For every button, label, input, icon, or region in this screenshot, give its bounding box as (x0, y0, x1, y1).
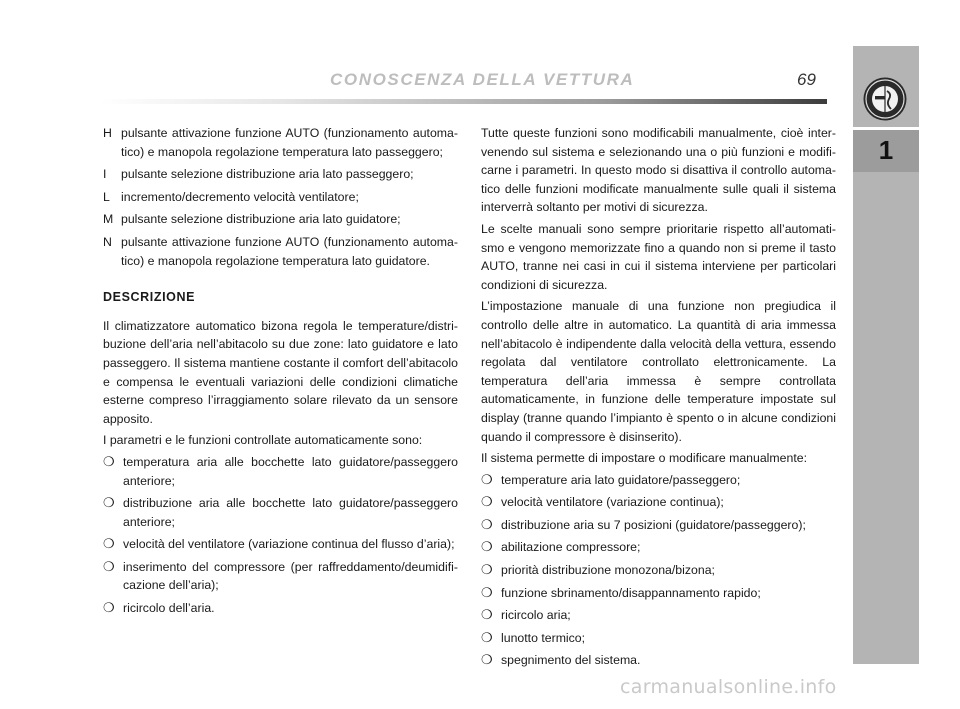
list-item (481, 629, 836, 648)
header-rule (100, 99, 827, 104)
list-item (103, 558, 458, 595)
list-item-text: ricircolo aria; (501, 608, 571, 623)
legend-list (103, 124, 458, 270)
section-heading: DESCRIZIONE (103, 290, 196, 305)
parameters-intro: I parametri e le funzioni controllate automaticamente sono: (103, 433, 423, 448)
list-item-text: lunotto termico; (501, 630, 586, 645)
list-item-text: spegnimento del sistema. (501, 653, 641, 668)
list-item-text: velocità del ventilatore (variazione continua del flusso d’aria); (123, 537, 455, 552)
list-item-text: abilitazione compressore; (501, 540, 641, 555)
list-item-text: distribuzione aria su 7 posizioni (guidatore/passeggero); (501, 517, 806, 532)
legend-text: pulsante selezione distribuzione aria lato guidatore; (121, 212, 401, 227)
list-item (103, 494, 458, 531)
description-paragraph: Il climatizzatore automatico bizona regola le temperature/distribuzione dell’aria nell’abitacolo su due zone: lato guidatore e lato passeggero. Il sistema mantiene costante il comfort dell’abitacolo e compensa le eventuali variazioni delle condizioni climatiche esterne compreso l’irraggiamento solare rilevato da un sensore apposito. (103, 318, 458, 426)
bullet-circle-icon: ❍ (481, 539, 493, 555)
bullet-circle-icon: ❍ (103, 558, 115, 574)
manual-settings-list (481, 471, 836, 670)
list-item (103, 599, 458, 618)
page-number: 69 (797, 70, 816, 89)
list-item (481, 561, 836, 580)
auto-functions-list (103, 453, 458, 618)
legend-item (103, 165, 458, 184)
legend-key: I (103, 167, 107, 182)
right-column (481, 124, 836, 676)
list-item (103, 453, 458, 490)
bullet-circle-icon: ❍ (481, 607, 493, 623)
legend-key: N (103, 234, 112, 249)
legend-item (103, 188, 458, 207)
list-item-text: temperature aria lato guidatore/passeggero; (501, 472, 741, 487)
left-column (103, 124, 458, 624)
list-item-text: temperatura aria alle bocchette lato guidatore/passeggero anteriore; (123, 454, 458, 488)
list-item (481, 584, 836, 603)
bullet-circle-icon: ❍ (481, 584, 493, 600)
legend-text: pulsante selezione distribuzione aria lato passeggero; (121, 167, 414, 182)
bullet-circle-icon: ❍ (481, 562, 493, 578)
bullet-circle-icon: ❍ (103, 600, 115, 616)
list-item-text: funzione sbrinamento/disappannamento rapido; (501, 585, 761, 600)
list-item (481, 471, 836, 490)
list-item (103, 535, 458, 554)
bullet-circle-icon: ❍ (481, 629, 493, 645)
bullet-circle-icon: ❍ (481, 516, 493, 532)
list-item-text: priorità distribuzione monozona/bizona; (501, 563, 715, 578)
bullet-circle-icon: ❍ (481, 471, 493, 487)
list-item-text: ricircolo dell’aria. (123, 601, 215, 616)
legend-key: H (103, 126, 112, 140)
list-item (481, 516, 836, 535)
legend-item (103, 233, 458, 270)
list-item (481, 606, 836, 625)
legend-text: incremento/decremento velocità ventilatore; (121, 189, 359, 204)
bullet-circle-icon: ❍ (481, 494, 493, 510)
bullet-circle-icon: ❍ (103, 495, 115, 511)
manual-functions-paragraph: Tutte queste funzioni sono modificabili manualmente, cioè intervenendo sul sistema e selezionando una o più funzioni e modificarne i parametri. In questo modo si disattiva il controllo automatico delle funzioni modificate manualmente sulle quali il sistema interverrà soltanto per motivi di sicurezza. (481, 126, 836, 215)
chapter-number: 1 (878, 135, 894, 165)
bullet-circle-icon: ❍ (103, 453, 115, 469)
airflow-paragraph: L’impostazione manuale di una funzione non pregiudica il controllo delle altre in automatico. La quantità di aria immessa nell’abitacolo è indipendente dalla velocità della vettura, essendo regolata dal ventilatore controllato elettronicamente. La temperatura dell’aria immessa è sempre controllata automaticamente, in funzione delle temperature impostate sul display (tranne quando l’impianto è spento o in alcune condizioni quando il compressore è disinserito). (481, 299, 836, 444)
alfa-romeo-logo-icon (862, 76, 908, 122)
legend-text: pulsante attivazione funzione AUTO (funzionamento automatico) e manopola regolazione temperatura lato passeggero; (121, 126, 458, 159)
bullet-circle-icon: ❍ (481, 652, 493, 668)
list-item-text: inserimento del compressore (per raffreddamento/deumidificazione dell’aria); (123, 559, 458, 593)
list-item-text: velocità ventilatore (variazione continua); (501, 495, 724, 510)
manual-settings-intro: Il sistema permette di impostare o modificare manualmente: (481, 451, 808, 466)
watermark: carmanualsonline.info (620, 676, 837, 698)
list-item (481, 538, 836, 557)
header-title: CONOSCENZA DELLA VETTURA (330, 70, 635, 89)
list-item-text: distribuzione aria alle bocchette lato guidatore/passeggero anteriore; (123, 496, 458, 529)
manual-priority-paragraph: Le scelte manuali sono sempre prioritarie rispetto all’automatismo e vengono memorizzate fino a quando non si preme il tasto AUTO, tranne nei casi in cui il sistema interviene per particolari condizioni di sicurezza. (481, 221, 836, 292)
legend-key: M (103, 212, 114, 227)
list-item (481, 493, 836, 512)
list-item (481, 651, 836, 670)
legend-item (103, 210, 458, 229)
legend-text: pulsante attivazione funzione AUTO (funzionamento automatico) e manopola regolazione temperatura lato guidatore. (121, 234, 458, 268)
bullet-circle-icon: ❍ (103, 536, 115, 552)
legend-key: L (103, 189, 110, 204)
legend-item (103, 124, 458, 161)
